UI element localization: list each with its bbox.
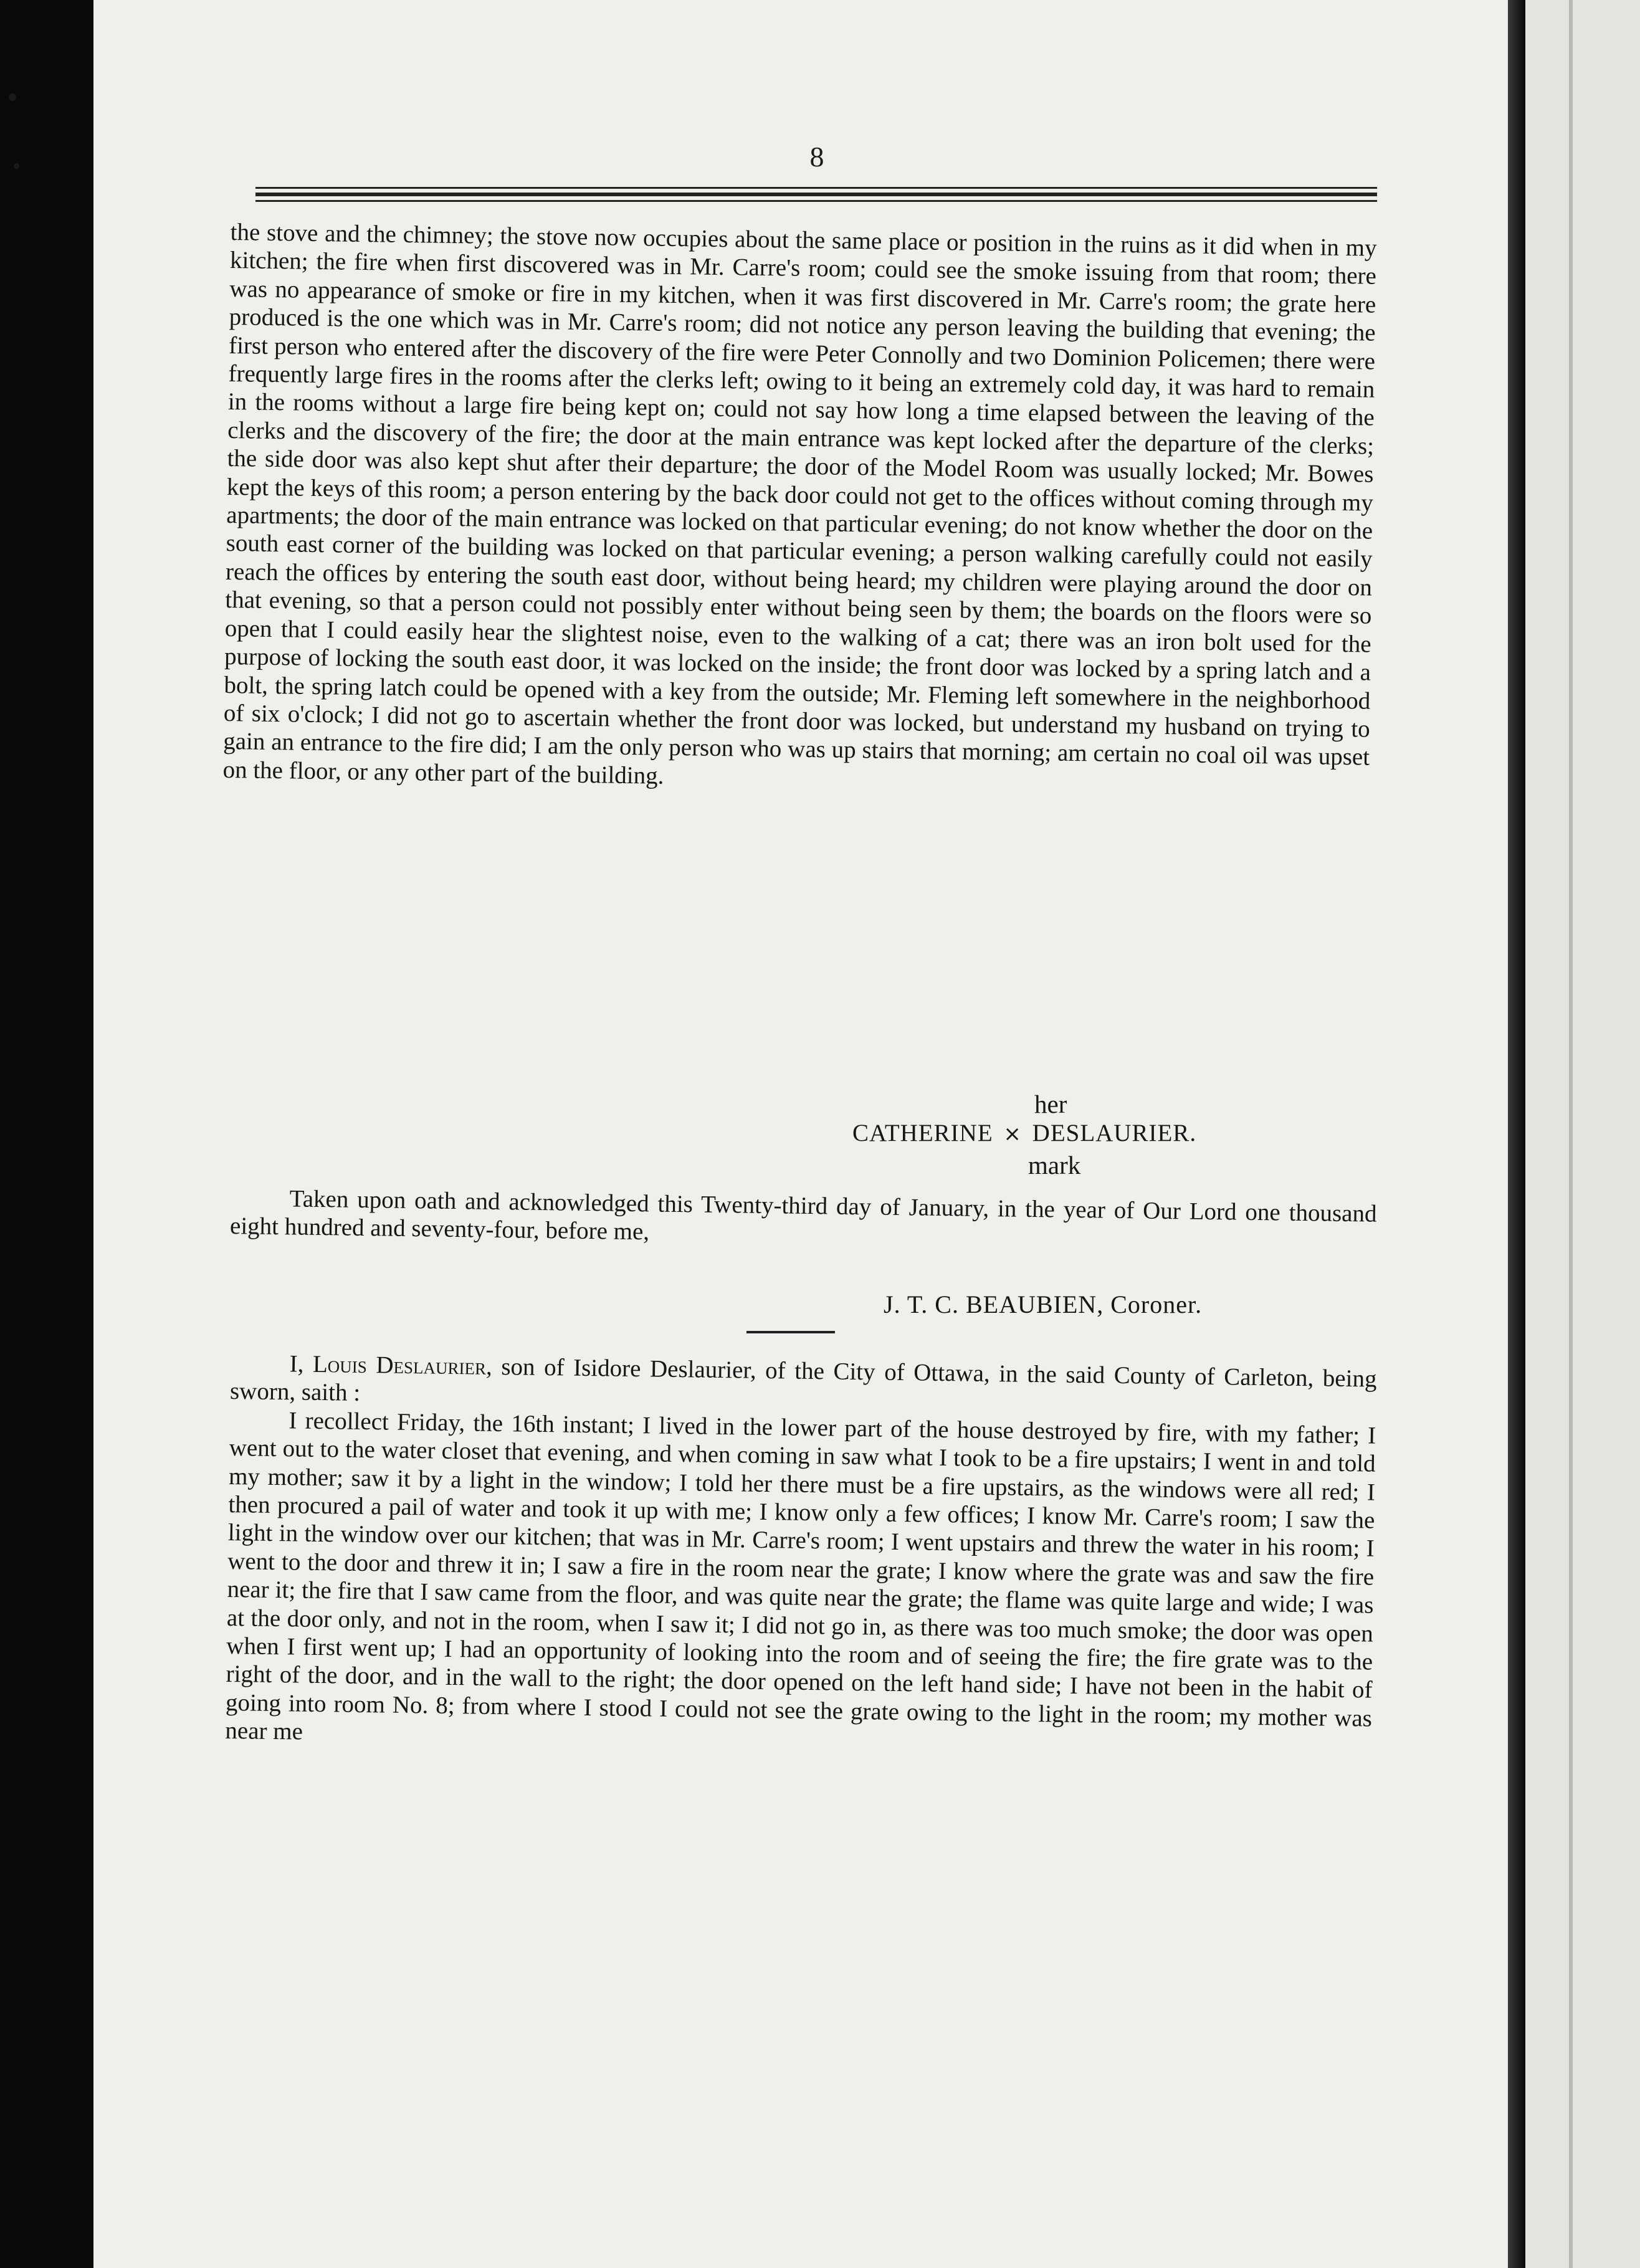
signature-first-name: CATHERINE — [852, 1120, 993, 1146]
oath-paragraph: Taken upon oath and acknowledged this Twenty-third day of January, in the year of Our Lord one thousand eight hundred and seventy-four, before me, — [229, 1185, 1377, 1246]
signature-last-name: DESLAURIER. — [1032, 1120, 1197, 1146]
testimony-2-body: I recollect Friday, the 16th instant; I lived in the lower part of the house destroyed by fire, with my father; I went out to the water closet that evening, and when coming in saw what I took to be a fire upstairs; I went in and told my mother; saw it by a light in the window; I told her there must be a fire upstairs, as the windows were all red; I then procured a pail of water and took it up with me; I know only a few offices; I know Mr. Carre's room; I saw the light in the window over our kitchen; that was in Mr. Carre's room; I went upstairs and threw the water in his room; I went to the door and threw it in; I saw a fire in the room near the grate; I know where the grate was and saw the fire near it; the fire that I saw came from the floor, and was quite near the grate; the flame was quite large and wide; I was at the door only, and not in the room, when I saw it; I did not go in, as there was too much smoke; the door was open when I first went up; I had an opportunity of looking into the room and of seeing the fire; the fire grate was to the right of the door, and in the wall to the right; the door opened on the left hand side; I have not been in the habit of going into room No. 8; from where I stood I could not see the grate owing to the light in the room; my mother was near me — [225, 1407, 1376, 1745]
section-divider — [746, 1331, 835, 1333]
scan-speck — [9, 93, 16, 101]
opening-rest: , son of Isidore Deslaurier, of the City of Ottawa, in the said County of Carleton, being sworn, saith : — [229, 1353, 1377, 1407]
opening-prefix: I, — [289, 1350, 313, 1378]
signature-cross-mark: × — [1003, 1122, 1022, 1146]
signature-mark: mark — [1028, 1151, 1081, 1179]
adjacent-page-edge — [1525, 0, 1640, 2268]
coroner-signature: J. T. C. BEAUBIEN, Coroner. — [884, 1290, 1203, 1318]
testimony-1-paragraph: the stove and the chimney; the stove now occupies about the same place or position in the ruins as it did when in my kitchen; the fire when first discovered was in Mr. Carre's room; could see the smoke issuing from that room; there was no appearance of smoke or fire in my kitchen, when it was first discovered in Mr. Carre's room; the grate here produced is the one which was in Mr. Carre's room; did not notice any person leaving the building that evening; the first person who entered after the discovery of the fire were Peter Connolly and two Dominion Policemen; there were frequently large fires in the rooms after the clerks left; owing to it being an extremely cold day, it was hard to remain in the rooms without a large fire being kept on; could not say how long a time elapsed between the leaving of the clerks and the discovery of the fire; the door at the main entrance was kept locked after the departure of the clerks; the side door was also kept shut after their departure; the door of the Model Room was usually locked; Mr. Bowes kept the keys of this room; a person entering by the back door could not get to the offices without coming through my apartments; the door of the main entrance was locked on that particular evening; do not know whether the door on the south east corner of the building was locked on that particular evening; a person walking carefully could not easily reach the offices by entering the south east door, without being heard; my children were playing around the door on that evening, so that a person could not possibly enter without being seen by them; the boards on the floors were so open that I could easily hear the slightest noise, even to the walking of a cat; there was an iron bolt used for the purpose of locking the south east door, it was locked on the inside; the front door was locked by a spring latch and a bolt, the spring latch could be opened with a key from the outside; Mr. Fleming left somewhere in the neighborhood of six o'clock; I did not go to ascertain whether the front door was locked, but understand my husband on trying to gain an entrance to the fire did; I am the only person who was up stairs that morning; am certain no coal oil was upset on the floor, or any other part of the building. — [222, 218, 1377, 789]
adjacent-page-fold — [1569, 0, 1573, 2268]
testimony-2 — [225, 1349, 1377, 1761]
testimony-1-continuation — [222, 218, 1377, 800]
signature-her: her — [1034, 1090, 1067, 1118]
signature-name — [852, 1119, 1196, 1147]
witness-name: Louis Deslaurier — [312, 1350, 487, 1380]
header-rule — [255, 187, 1377, 207]
page-number: 8 — [809, 141, 824, 173]
page-edge-shadow — [1508, 0, 1525, 2268]
